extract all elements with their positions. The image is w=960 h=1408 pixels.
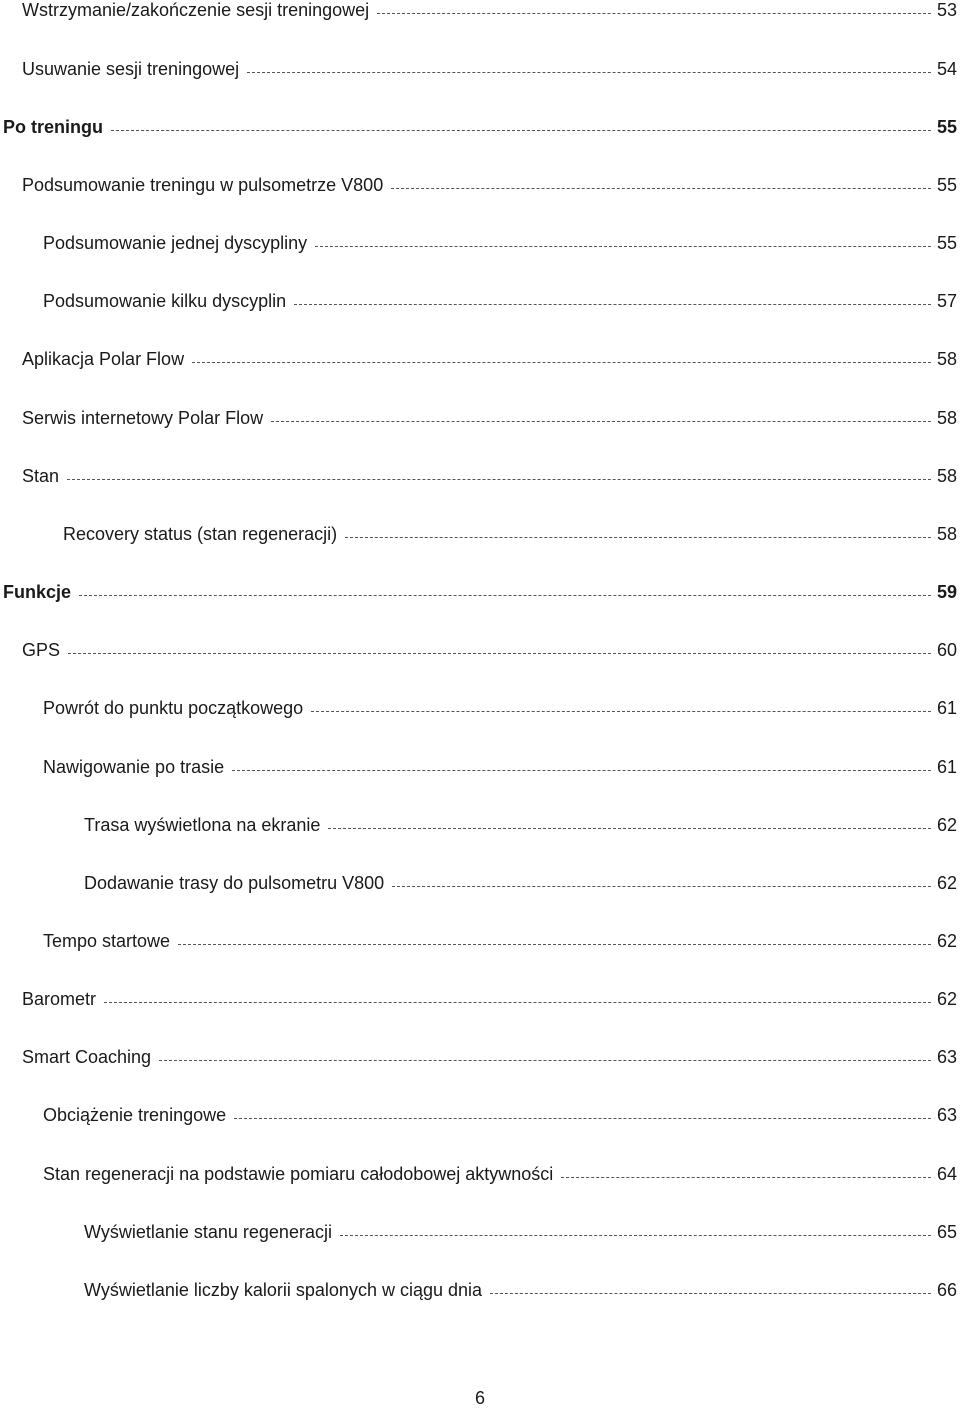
dot-leader — [294, 304, 931, 305]
dot-leader — [315, 246, 931, 247]
dot-leader — [391, 188, 931, 189]
dot-leader — [232, 770, 931, 771]
toc-entry-title: Funkcje — [3, 582, 72, 602]
dot-leader — [377, 13, 931, 14]
toc-entry[interactable] — [43, 927, 957, 951]
toc-entry[interactable] — [22, 985, 957, 1009]
toc-entry[interactable] — [22, 636, 957, 660]
dot-leader — [68, 653, 931, 654]
toc-entry-page: 57 — [936, 291, 957, 311]
toc-entry[interactable] — [43, 229, 957, 253]
toc-entry-title: Stan — [22, 466, 60, 486]
toc-entry[interactable] — [43, 1160, 957, 1184]
page-number: 6 — [474, 1388, 485, 1408]
toc-entry-title: Tempo startowe — [43, 931, 171, 951]
toc-entry-title: Wyświetlanie liczby kalorii spalonych w ciągu dnia — [84, 1280, 483, 1300]
toc-entry-title: Powrót do punktu początkowego — [43, 698, 304, 718]
toc-entry-page: 58 — [936, 408, 957, 428]
toc-entry-page: 66 — [936, 1280, 957, 1300]
toc-entry-page: 62 — [936, 873, 957, 893]
toc-entry-page: 64 — [936, 1164, 957, 1184]
toc-entry-title: Wstrzymanie/zakończenie sesji treningowej — [22, 0, 370, 20]
toc-entry-page: 58 — [936, 524, 957, 544]
toc-entry-page: 62 — [936, 815, 957, 835]
toc-entry-page: 55 — [936, 117, 957, 137]
toc-entry-title: GPS — [22, 640, 61, 660]
dot-leader — [111, 130, 931, 131]
dot-leader — [234, 1118, 931, 1119]
dot-leader — [340, 1235, 931, 1236]
toc-entry-page: 59 — [936, 582, 957, 602]
dot-leader — [311, 711, 931, 712]
toc-entry[interactable] — [22, 345, 957, 369]
toc-entry-page: 65 — [936, 1222, 957, 1242]
toc-entry[interactable] — [43, 694, 957, 718]
toc-entry-title: Barometr — [22, 989, 97, 1009]
toc-entry-page: 63 — [936, 1047, 957, 1067]
toc-entry-page: 55 — [936, 233, 957, 253]
dot-leader — [67, 479, 931, 480]
dot-leader — [192, 362, 931, 363]
toc-entry-title: Usuwanie sesji treningowej — [22, 59, 240, 79]
toc-entry-title: Smart Coaching — [22, 1047, 152, 1067]
toc-entry-page: 61 — [936, 757, 957, 777]
dot-leader — [104, 1002, 931, 1003]
dot-leader — [561, 1177, 931, 1178]
toc-entry-page: 60 — [936, 640, 957, 660]
toc-entry[interactable] — [84, 1276, 957, 1300]
toc-entry[interactable] — [22, 0, 957, 20]
toc-entry-title: Podsumowanie treningu w pulsometrze V800 — [22, 175, 384, 195]
dot-leader — [328, 828, 931, 829]
toc-entry-page: 62 — [936, 989, 957, 1009]
toc-entry-title: Serwis internetowy Polar Flow — [22, 408, 264, 428]
toc-entry-title: Wyświetlanie stanu regeneracji — [84, 1222, 332, 1242]
toc-entry[interactable] — [63, 520, 957, 544]
toc-entry[interactable] — [84, 1218, 957, 1242]
toc-entry[interactable] — [43, 287, 957, 311]
toc-entry-page: 62 — [936, 931, 957, 951]
dot-leader — [345, 537, 931, 538]
toc-entry-title: Aplikacja Polar Flow — [22, 349, 185, 369]
toc-entry[interactable] — [3, 578, 957, 602]
dot-leader — [490, 1293, 931, 1294]
toc-entry-title: Podsumowanie kilku dyscyplin — [43, 291, 287, 311]
toc-entry[interactable] — [22, 55, 957, 79]
dot-leader — [247, 72, 931, 73]
toc-entry[interactable] — [22, 404, 957, 428]
toc-entry-title: Podsumowanie jednej dyscypliny — [43, 233, 308, 253]
dot-leader — [271, 421, 931, 422]
toc-entry[interactable] — [3, 113, 957, 137]
toc-entry[interactable] — [84, 869, 957, 893]
toc-entry-title: Trasa wyświetlona na ekranie — [84, 815, 321, 835]
toc-entry[interactable] — [22, 1043, 957, 1067]
toc-entry-page: 53 — [936, 0, 957, 20]
toc-entry-page: 58 — [936, 349, 957, 369]
toc-entry-page: 54 — [936, 59, 957, 79]
dot-leader — [392, 886, 931, 887]
dot-leader — [79, 595, 931, 596]
toc-entry-title: Recovery status (stan regeneracji) — [63, 524, 338, 544]
toc-entry[interactable] — [43, 1101, 957, 1125]
toc-entry[interactable] — [22, 462, 957, 486]
toc-entry[interactable] — [84, 811, 957, 835]
toc-entry-title: Obciążenie treningowe — [43, 1105, 227, 1125]
dot-leader — [159, 1060, 931, 1061]
toc-entry-title: Nawigowanie po trasie — [43, 757, 225, 777]
toc-entry-title: Po treningu — [3, 117, 103, 137]
dot-leader — [178, 944, 931, 945]
toc-entry[interactable] — [22, 171, 957, 195]
toc-entry-title: Stan regeneracji na podstawie pomiaru całodobowej aktywności — [43, 1164, 554, 1184]
toc-entry-title: Dodawanie trasy do pulsometru V800 — [84, 873, 385, 893]
toc-entry-page: 58 — [936, 466, 957, 486]
toc-entry-page: 61 — [936, 698, 957, 718]
toc-entry-page: 55 — [936, 175, 957, 195]
toc-entry[interactable] — [43, 753, 957, 777]
toc-entry-page: 63 — [936, 1105, 957, 1125]
